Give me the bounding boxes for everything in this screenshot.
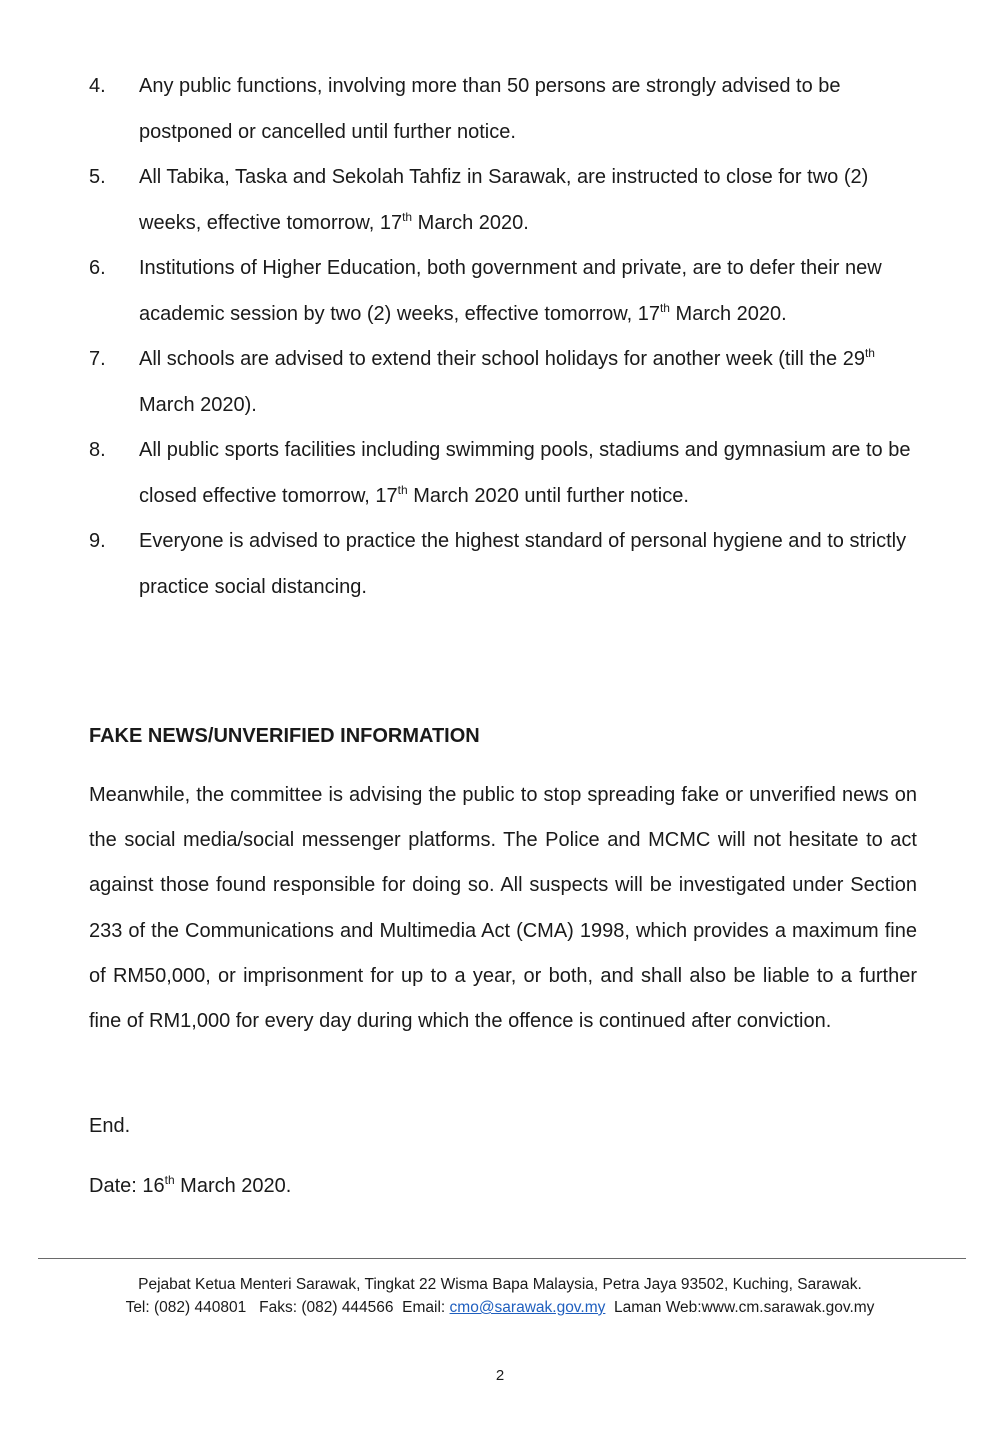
list-item-text: All schools are advised to extend their school holidays for another week (till the 29th March 2020). (139, 346, 875, 416)
list-item (89, 337, 919, 428)
list-item (89, 246, 919, 337)
email-link[interactable]: cmo@sarawak.gov.my (449, 1299, 606, 1316)
numbered-list (89, 64, 919, 610)
date-line: Date: 16th March 2020. (89, 1173, 292, 1197)
footer-phone-fax: Tel: (082) 440801 Faks: (082) 444566 Email: (125, 1299, 450, 1316)
list-item-number: 7. (89, 348, 106, 370)
list-item-number: 5. (89, 166, 106, 188)
section-heading: FAKE NEWS/UNVERIFIED INFORMATION (89, 725, 480, 747)
footer-website: Laman Web:www.cm.sarawak.gov.my (605, 1299, 875, 1316)
list-item (89, 155, 919, 246)
footer-contact (0, 1297, 1000, 1319)
list-item-text: Everyone is advised to practice the highest standard of personal hygiene and to strictly practice social distancing. (139, 530, 907, 598)
list-item (89, 64, 919, 155)
footer-divider (38, 1258, 966, 1259)
list-item-text: All Tabika, Taska and Sekolah Tahfiz in Sarawak, are instructed to close for two (2) weeks, effective tomorrow, 17th March 2020. (139, 166, 869, 234)
list-item-number: 4. (89, 75, 106, 97)
list-item-number: 6. (89, 257, 106, 279)
list-item-text: Institutions of Higher Education, both government and private, are to defer their new academic session by two (2) weeks, effective tomorrow, 17th March 2020. (139, 257, 882, 325)
end-text: End. (89, 1115, 131, 1137)
page-number: 2 (495, 1367, 505, 1384)
footer-address: Pejabat Ketua Menteri Sarawak, Tingkat 22 Wisma Bapa Malaysia, Petra Jaya 93502, Kuching, Sarawak. (138, 1276, 862, 1293)
list-item (89, 428, 919, 519)
list-item-text: All public sports facilities including swimming pools, stadiums and gymnasium are to be closed effective tomorrow, 17th March 2020 until further notice. (139, 439, 911, 507)
list-item-text: Any public functions, involving more than 50 persons are strongly advised to be postponed or cancelled until further notice. (139, 75, 841, 143)
section-paragraph: Meanwhile, the committee is advising the public to stop spreading fake or unverified news on the social media/social messenger platforms. The Police and MCMC will not hesitate to act against those found responsible for doing so. All suspects will be investigated under Section 233 of the Communications and Multimedia Act (CMA) 1998, which provides a maximum fine of RM50,000, or imprisonment for up to a year, or both, and shall also be liable to a further fine of RM1,000 for every day during which the offence is continued after conviction. (89, 784, 917, 1033)
list-item (89, 519, 919, 610)
list-item-number: 8. (89, 439, 106, 461)
list-item-number: 9. (89, 530, 106, 552)
